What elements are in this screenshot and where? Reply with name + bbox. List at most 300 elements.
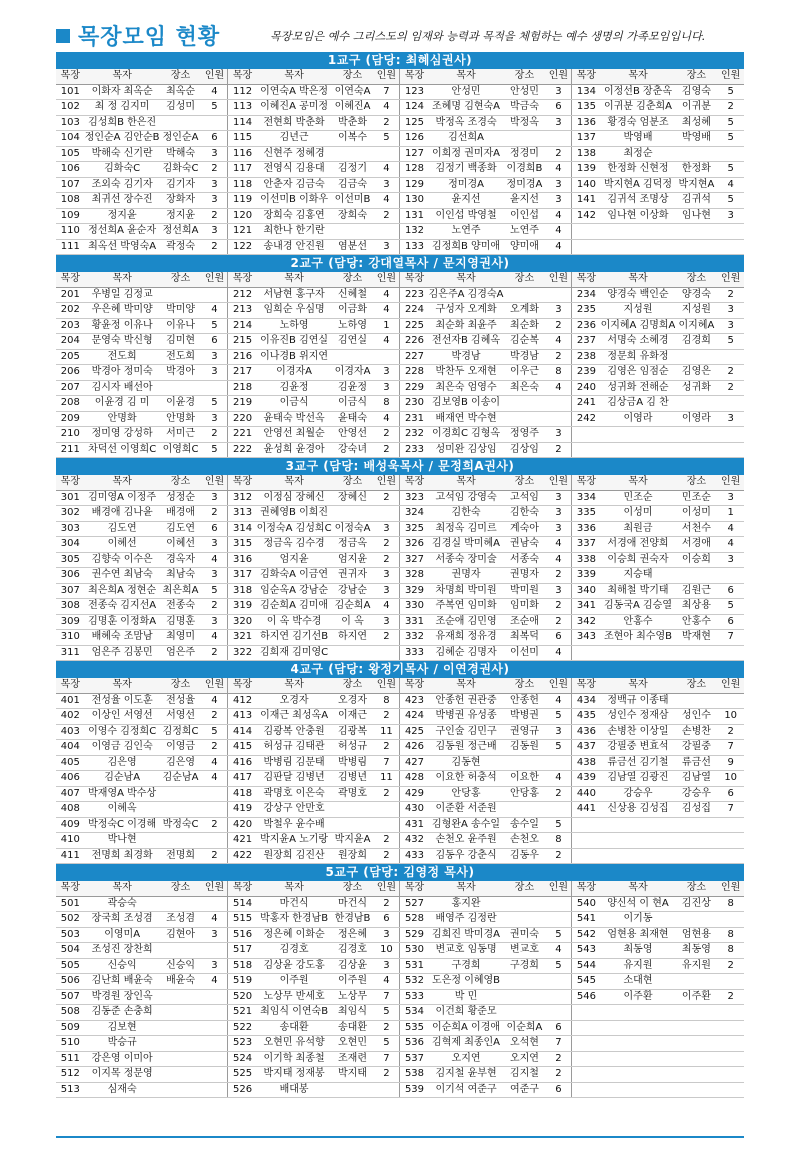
member-count: 5 — [717, 162, 744, 178]
meeting-place: 최성혜 — [675, 115, 717, 131]
leader-names: 최옥선 박영숙A — [85, 239, 160, 255]
member-count: 2 — [373, 786, 399, 802]
section-title: 4교구 (담당: 왕정기목사 / 이연경권사) — [56, 661, 744, 679]
table-row — [56, 974, 744, 990]
member-count: 4 — [545, 537, 571, 553]
leader-names: 임희순 우심명 — [257, 303, 332, 319]
group-number: 519 — [228, 974, 257, 990]
leader-names: 전현희 박춘화 — [257, 115, 332, 131]
group-number: 509 — [56, 1020, 85, 1036]
member-count: 2 — [373, 1020, 399, 1036]
column-header: 목자 — [429, 69, 504, 84]
column-header: 목자 — [601, 69, 676, 84]
group-number: 116 — [228, 146, 257, 162]
column-header: 장소 — [160, 881, 202, 896]
column-header: 목장 — [56, 272, 85, 287]
member-count: 4 — [373, 100, 399, 116]
leader-names: 안명화 — [85, 411, 160, 427]
meeting-place — [675, 239, 717, 255]
leader-names: 김정희B 양미애 — [429, 239, 504, 255]
group-number: 210 — [56, 427, 85, 443]
meeting-place — [504, 974, 546, 990]
member-count: 3 — [373, 239, 399, 255]
meeting-place: 김영숙 — [675, 84, 717, 100]
leader-names: 김상금A 김 찬 — [601, 396, 676, 412]
member-count: 5 — [373, 131, 399, 147]
leader-names — [601, 239, 676, 255]
member-count: 3 — [717, 490, 744, 506]
meeting-place: 김원근 — [675, 583, 717, 599]
member-count: 5 — [202, 396, 228, 412]
column-header: 목자 — [257, 881, 332, 896]
meeting-place: 박지현A — [675, 177, 717, 193]
leader-names: 박경아 정미숙 — [85, 365, 160, 381]
group-number: 407 — [56, 786, 85, 802]
leader-names: 박정옥 조경숙 — [429, 115, 504, 131]
meeting-place: 박미원 — [504, 583, 546, 599]
column-header: 인원 — [717, 272, 744, 287]
member-count: 2 — [545, 614, 571, 630]
column-header: 목자 — [85, 272, 160, 287]
group-number: 303 — [56, 521, 85, 537]
group-number: 414 — [228, 724, 257, 740]
group-number: 221 — [228, 427, 257, 443]
leader-names: 김영은 임점순 — [601, 365, 676, 381]
leader-names: 최귀선 장수진 — [85, 193, 160, 209]
group-number: 417 — [228, 771, 257, 787]
meeting-place — [675, 1020, 717, 1036]
member-count: 4 — [373, 411, 399, 427]
group-number: 110 — [56, 224, 85, 240]
group-number: 431 — [400, 817, 429, 833]
leader-names — [601, 1036, 676, 1052]
group-number: 506 — [56, 974, 85, 990]
member-count — [717, 974, 744, 990]
leader-names: 신승익 — [85, 958, 160, 974]
member-count: 5 — [202, 100, 228, 116]
leader-names: 손천오 윤주원 — [429, 833, 504, 849]
member-count — [545, 131, 571, 147]
meeting-place: 지성원 — [675, 303, 717, 319]
meeting-place: 강승우 — [675, 786, 717, 802]
member-count — [202, 1067, 228, 1083]
member-count: 6 — [545, 1082, 571, 1098]
leader-names: 문영숙 박신형 — [85, 334, 160, 350]
column-header: 장소 — [675, 881, 717, 896]
leader-names: 윤성희 윤경아 — [257, 442, 332, 458]
meeting-place — [675, 349, 717, 365]
member-count — [202, 1036, 228, 1052]
group-number: 308 — [56, 599, 85, 615]
leader-names: 한정화 신현정 — [601, 162, 676, 178]
group-number: 108 — [56, 193, 85, 209]
meeting-place: 김병년 — [332, 771, 374, 787]
member-count: 6 — [202, 334, 228, 350]
member-count: 8 — [717, 943, 744, 959]
table-row — [56, 1036, 744, 1052]
table-row — [56, 802, 744, 818]
meeting-place: 이선미 — [504, 645, 546, 661]
meeting-place — [504, 755, 546, 771]
table-row — [56, 771, 744, 787]
table-row — [56, 817, 744, 833]
group-number: 531 — [400, 958, 429, 974]
group-number: 137 — [572, 131, 601, 147]
column-header: 인원 — [545, 881, 571, 896]
meeting-place: 김남열 — [675, 771, 717, 787]
group-number: 130 — [400, 193, 429, 209]
member-count: 2 — [717, 380, 744, 396]
leader-names: 김동우 강춘식 — [429, 848, 504, 864]
group-number: 401 — [56, 693, 85, 709]
group-number: 508 — [56, 1005, 85, 1021]
leader-names: 김도연 — [85, 521, 160, 537]
meeting-place: 이주원 — [332, 974, 374, 990]
member-count: 4 — [545, 162, 571, 178]
leader-names: 최원금 — [601, 521, 676, 537]
group-number: 113 — [228, 100, 257, 116]
group-number: 337 — [572, 537, 601, 553]
leader-names: 김경실 박미혜A — [429, 537, 504, 553]
meeting-place: 안홍수 — [675, 614, 717, 630]
group-number: 430 — [400, 802, 429, 818]
member-count: 3 — [202, 537, 228, 553]
column-header: 인원 — [202, 881, 228, 896]
group-number: 502 — [56, 912, 85, 928]
group-number: 406 — [56, 771, 85, 787]
leader-names: 전영식 김용대 — [257, 162, 332, 178]
meeting-place: 김순희A — [332, 599, 374, 615]
group-number: 501 — [56, 896, 85, 912]
table-row — [56, 693, 744, 709]
group-number: 539 — [400, 1082, 429, 1098]
table-row — [56, 989, 744, 1005]
meeting-place: 엄은주 — [160, 645, 202, 661]
leader-names: 엄은주 김봉민 — [85, 645, 160, 661]
group-number: 142 — [572, 208, 601, 224]
meeting-place: 전도희 — [160, 349, 202, 365]
group-number: 512 — [56, 1067, 85, 1083]
meeting-place: 이지혜A — [675, 318, 717, 334]
leader-names: 박경원 장인옥 — [85, 989, 160, 1005]
group-number: 336 — [572, 521, 601, 537]
member-count: 7 — [717, 740, 744, 756]
member-count: 11 — [373, 771, 399, 787]
meeting-place: 정미경A — [504, 177, 546, 193]
group-number: 229 — [400, 380, 429, 396]
meeting-place: 김정희C — [160, 724, 202, 740]
leader-names: 우병일 김정교 — [85, 287, 160, 303]
member-count — [717, 442, 744, 458]
meeting-place: 박경아 — [160, 365, 202, 381]
leader-names: 이나경B 위지연 — [257, 349, 332, 365]
meeting-place: 양미애 — [504, 239, 546, 255]
leader-names — [601, 1005, 676, 1021]
group-number — [572, 239, 601, 255]
column-header: 장소 — [332, 69, 374, 84]
meeting-place: 이우근 — [504, 365, 546, 381]
leader-names — [601, 645, 676, 661]
group-number: 507 — [56, 989, 85, 1005]
member-count — [717, 146, 744, 162]
square-bullet-icon — [56, 29, 70, 43]
group-number: 140 — [572, 177, 601, 193]
meeting-place — [160, 833, 202, 849]
leader-names: 구성자 오계화 — [429, 303, 504, 319]
meeting-place: 최복덕 — [504, 630, 546, 646]
meeting-place — [160, 896, 202, 912]
member-count: 7 — [373, 755, 399, 771]
column-header: 인원 — [717, 678, 744, 693]
group-number — [572, 442, 601, 458]
group-number: 527 — [400, 896, 429, 912]
meeting-place: 김광복 — [332, 724, 374, 740]
member-count: 2 — [373, 896, 399, 912]
group-number: 342 — [572, 614, 601, 630]
leader-names: 김판달 김병년 — [257, 771, 332, 787]
column-header: 목장 — [400, 475, 429, 490]
column-header-row — [56, 475, 744, 490]
group-number: 202 — [56, 303, 85, 319]
meeting-place: 성귀화 — [675, 380, 717, 396]
meeting-place: 전명희 — [160, 848, 202, 864]
group-number: 242 — [572, 411, 601, 427]
meeting-place — [675, 817, 717, 833]
member-count — [202, 943, 228, 959]
member-count: 3 — [373, 521, 399, 537]
leader-names: 오지연 — [429, 1051, 504, 1067]
group-number: 124 — [400, 100, 429, 116]
leader-names: 허성규 김태관 — [257, 740, 332, 756]
member-count: 2 — [202, 709, 228, 725]
meeting-place: 김동우 — [504, 848, 546, 864]
parish-table — [56, 52, 744, 1098]
meeting-place: 오계화 — [504, 303, 546, 319]
member-count: 3 — [545, 427, 571, 443]
member-count: 2 — [545, 1051, 571, 1067]
member-count: 2 — [373, 442, 399, 458]
table-row — [56, 724, 744, 740]
group-number: 316 — [228, 552, 257, 568]
meeting-place: 박미양 — [160, 303, 202, 319]
group-number: 339 — [572, 568, 601, 584]
meeting-place: 송대환 — [332, 1020, 374, 1036]
member-count — [717, 1036, 744, 1052]
group-number: 305 — [56, 552, 85, 568]
meeting-place — [332, 817, 374, 833]
member-count: 4 — [545, 943, 571, 959]
leader-names: 원장희 김진산 — [257, 848, 332, 864]
group-number: 301 — [56, 490, 85, 506]
member-count — [202, 802, 228, 818]
meeting-place: 김도연 — [160, 521, 202, 537]
meeting-place — [332, 146, 374, 162]
group-number: 520 — [228, 989, 257, 1005]
group-number: 120 — [228, 208, 257, 224]
meeting-place: 여준구 — [504, 1082, 546, 1098]
page-subtitle: 목장모임은 예수 그리스도의 임재와 능력과 목적을 체험하는 예수 생명의 가족모임입니다. — [270, 30, 706, 43]
meeting-place: 박재현 — [675, 630, 717, 646]
member-count: 4 — [202, 912, 228, 928]
meeting-place — [504, 131, 546, 147]
meeting-place: 이정숙A — [332, 521, 374, 537]
leader-names: 이정선B 장춘옥 — [601, 84, 676, 100]
meeting-place: 정경미 — [504, 146, 546, 162]
member-count: 2 — [545, 848, 571, 864]
column-header: 목장 — [400, 881, 429, 896]
member-count: 5 — [717, 115, 744, 131]
leader-names: 김순희A 김미애 — [257, 599, 332, 615]
meeting-place: 안성민 — [504, 84, 546, 100]
meeting-place: 이복수 — [332, 131, 374, 147]
column-header: 인원 — [545, 69, 571, 84]
group-number — [572, 1051, 601, 1067]
meeting-place: 최임식 — [332, 1005, 374, 1021]
meeting-place: 박영배 — [675, 131, 717, 147]
member-count: 3 — [202, 193, 228, 209]
member-count — [545, 411, 571, 427]
column-header: 목장 — [228, 881, 257, 896]
leader-names: 오경자 — [257, 693, 332, 709]
leader-names: 박영배 — [601, 131, 676, 147]
member-count: 3 — [373, 365, 399, 381]
group-number: 418 — [228, 786, 257, 802]
column-header: 목자 — [429, 881, 504, 896]
leader-names: 전선자B 김혜옥 — [429, 334, 504, 350]
leader-names: 김귀석 조명상 — [601, 193, 676, 209]
group-number: 212 — [228, 287, 257, 303]
group-number: 118 — [228, 177, 257, 193]
leader-names: 도은정 이혜영B — [429, 974, 504, 990]
meeting-place: 배윤숙 — [160, 974, 202, 990]
group-number: 107 — [56, 177, 85, 193]
meeting-place: 김진상 — [675, 896, 717, 912]
group-number: 309 — [56, 614, 85, 630]
group-number: 441 — [572, 802, 601, 818]
group-number — [572, 427, 601, 443]
column-header: 목장 — [228, 678, 257, 693]
member-count: 4 — [202, 630, 228, 646]
column-header: 장소 — [160, 272, 202, 287]
meeting-place: 박해숙 — [160, 146, 202, 162]
group-number: 141 — [572, 193, 601, 209]
table-row — [56, 490, 744, 506]
meeting-place — [160, 115, 202, 131]
meeting-place: 경옥자 — [160, 552, 202, 568]
meeting-place — [332, 224, 374, 240]
group-number: 201 — [56, 287, 85, 303]
leader-names: 김향숙 이수은 — [85, 552, 160, 568]
group-number: 437 — [572, 740, 601, 756]
meeting-place: 최동영 — [675, 943, 717, 959]
leader-names: 소대현 — [601, 974, 676, 990]
leader-names — [601, 1082, 676, 1098]
member-count: 5 — [202, 583, 228, 599]
member-count: 2 — [202, 848, 228, 864]
member-count: 2 — [545, 568, 571, 584]
group-number: 515 — [228, 912, 257, 928]
column-header-row — [56, 272, 744, 287]
table-row — [56, 927, 744, 943]
meeting-place: 윤지선 — [504, 193, 546, 209]
leader-names — [601, 817, 676, 833]
leader-names: 김희재 김미영C — [257, 645, 332, 661]
group-number — [572, 1082, 601, 1098]
meeting-place — [504, 912, 546, 928]
column-header: 인원 — [545, 272, 571, 287]
meeting-place — [504, 411, 546, 427]
member-count — [545, 974, 571, 990]
member-count — [717, 645, 744, 661]
section-title: 5교구 (담당: 김영정 목사) — [56, 864, 744, 882]
group-number: 314 — [228, 521, 257, 537]
group-number: 413 — [228, 709, 257, 725]
member-count: 8 — [717, 927, 744, 943]
table-row — [56, 365, 744, 381]
table-row — [56, 521, 744, 537]
member-count: 3 — [545, 177, 571, 193]
group-number: 119 — [228, 193, 257, 209]
leader-names: 전도희 — [85, 349, 160, 365]
member-count: 5 — [717, 599, 744, 615]
meeting-place — [332, 506, 374, 522]
member-count: 10 — [717, 709, 744, 725]
meeting-place: 정영주 — [504, 427, 546, 443]
column-header: 목자 — [429, 475, 504, 490]
meeting-place: 한정화 — [675, 162, 717, 178]
table-row — [56, 334, 744, 350]
member-count: 3 — [202, 146, 228, 162]
group-number: 503 — [56, 927, 85, 943]
group-number: 429 — [400, 786, 429, 802]
member-count: 3 — [373, 614, 399, 630]
column-header: 장소 — [504, 881, 546, 896]
table-row — [56, 287, 744, 303]
leader-names: 박해숙 신기란 — [85, 146, 160, 162]
member-count — [717, 1020, 744, 1036]
table-row — [56, 380, 744, 396]
meeting-place — [332, 349, 374, 365]
group-number: 235 — [572, 303, 601, 319]
group-number: 426 — [400, 740, 429, 756]
meeting-place: 손병찬 — [675, 724, 717, 740]
member-count: 3 — [202, 349, 228, 365]
leader-names: 김지철 윤부현 — [429, 1067, 504, 1083]
meeting-place — [675, 1051, 717, 1067]
member-count: 4 — [717, 177, 744, 193]
member-count: 5 — [373, 1005, 399, 1021]
meeting-place: 최은희A — [160, 583, 202, 599]
member-count: 3 — [373, 583, 399, 599]
group-number: 215 — [228, 334, 257, 350]
meeting-place: 김명훈 — [160, 614, 202, 630]
group-number: 545 — [572, 974, 601, 990]
member-count: 2 — [545, 786, 571, 802]
meeting-place: 김동원 — [504, 740, 546, 756]
leader-names: 이혜옥 — [85, 802, 160, 818]
member-count: 5 — [717, 84, 744, 100]
leader-names: 박승규 — [85, 1036, 160, 1052]
table-row — [56, 84, 744, 100]
meeting-place: 박정숙C — [160, 817, 202, 833]
leader-names: 이금식 — [257, 396, 332, 412]
column-header: 목장 — [56, 678, 85, 693]
meeting-place: 김경호 — [332, 943, 374, 959]
member-count: 5 — [545, 958, 571, 974]
leader-names: 구인술 김민구 — [429, 724, 504, 740]
meeting-place: 박정옥 — [504, 115, 546, 131]
member-count: 4 — [373, 303, 399, 319]
